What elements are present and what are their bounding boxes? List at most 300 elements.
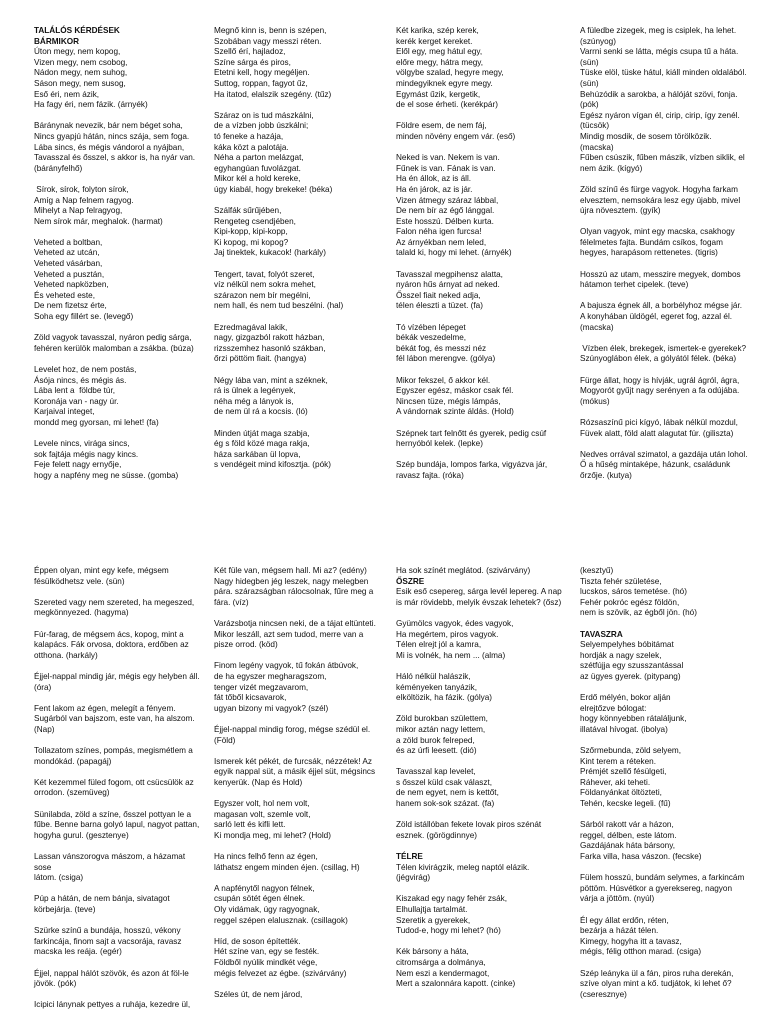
riddle-line: lucskos, sáros temetése. (hó) xyxy=(580,587,687,597)
riddle-line: fél lábon merengve. (gólya) xyxy=(396,354,496,364)
riddle-line: Egyszer egész, máskor csak fél. xyxy=(396,386,514,396)
riddle-line: Nedves orrával szimatol, a gazdája után lohol. xyxy=(580,449,748,459)
riddle-line: körbejárja. (teve) xyxy=(34,905,96,914)
riddle-line: de el sose érheti. (kerékpár) xyxy=(396,100,498,110)
riddle-line: Sugárból van bajszom, este van, ha alszom. xyxy=(34,714,195,724)
riddle-line: Gyümölcs vagyok, édes vagyok, xyxy=(396,618,514,628)
riddle-line: Eső éri, nem ázik, xyxy=(34,89,100,99)
riddle-line: Este hosszú. Délben kurta. xyxy=(396,216,494,226)
riddle-line: hanem sok-sok százat. (fa) xyxy=(396,799,495,809)
riddle-line: Ha nincs felhő fenn az égen, xyxy=(214,852,318,862)
riddle-line: s ősszel küld csak választ, xyxy=(396,777,493,787)
section-heading: TAVASZRA xyxy=(580,629,623,639)
riddle-line: Falon néha igen furcsa! xyxy=(396,227,482,237)
riddle-line: Tiszta fehér születése, xyxy=(580,576,662,586)
riddle-line: tó feneke a hazája, xyxy=(214,131,284,141)
text-column-4 xyxy=(580,26,758,482)
text-column-2 xyxy=(214,566,386,1000)
riddle-line: Vizen megy, nem csobog, xyxy=(34,57,128,67)
riddle-line: magasan volt, szemle volt, xyxy=(214,809,311,819)
riddle-line: ég s föld közé maga rakja, xyxy=(214,439,310,449)
riddle-line: Nádon megy, nem suhog, xyxy=(34,68,128,78)
riddle-line: szárazon nem bír megélni, xyxy=(214,290,311,300)
riddle-line: Lassan vánszorogva mászom, a házamat sose xyxy=(34,852,188,872)
riddle-block xyxy=(214,884,386,926)
riddle-line: Sárból rakott vár a házon, xyxy=(580,820,674,830)
riddle-block xyxy=(396,820,572,841)
riddle-line: Icipici lánynak pettyes a ruhája, kezedre ül, xyxy=(34,1000,191,1010)
riddle-block xyxy=(214,323,386,365)
riddle-line: (cseresznye) xyxy=(580,989,627,999)
riddle-line: A napfénytől nagyon félnek, xyxy=(214,883,315,893)
riddle-line: Finom legény vagyok, tű fokán átbúvok, xyxy=(214,661,359,671)
riddle-line: jövök. (pók) xyxy=(34,979,77,989)
riddle-line: Ki kopog, mi kopog? xyxy=(214,237,289,247)
riddle-line: Tehén, kecske legeli. (fű) xyxy=(580,799,671,809)
riddle-line: tenger vizét megzavarom, xyxy=(214,682,309,692)
riddle-line: Füvek alatt, föld alatt alagutat fúr. (giliszta) xyxy=(580,428,734,438)
riddle-line: Olyan vagyok, mint egy macska, csakhogy xyxy=(580,227,735,237)
riddle-line: Ha itatod, elalszik szegény. (tűz) xyxy=(214,89,332,99)
riddle-line: sarló lett és kifli lett. xyxy=(214,820,286,830)
riddle-line: Suttog, roppan, fagyot űz, xyxy=(214,78,308,88)
riddle-line: fát tőből kicsavarok, xyxy=(214,693,287,703)
riddle-line: hernyóból kelek. (lepke) xyxy=(396,439,483,449)
riddle-line: Éjjel, nappal hálót szövök, és azon át föl-le xyxy=(34,968,189,978)
riddle-line: Télen elrejt jól a kamra, xyxy=(396,640,482,650)
riddle-block xyxy=(214,852,386,873)
riddle-line: Mikor fekszel, ő akkor kél. xyxy=(396,375,491,385)
riddle-block xyxy=(396,323,572,365)
riddle-line: Amíg a Nap felnem ragyog. xyxy=(34,195,134,205)
section-heading: BÁRMIKOR xyxy=(34,36,80,46)
riddle-line: Ha sok színét meglátod. (szivárvány) xyxy=(396,566,531,575)
riddle-block xyxy=(396,121,572,142)
riddle-line: Szúnyoglábon élek, a gólyától félek. (béka) xyxy=(580,354,737,364)
riddle-line: őrzi pöttöm fiait. (hangya) xyxy=(214,354,307,364)
riddle-line: Selyempelyhes bóbitámat xyxy=(580,640,674,650)
riddle-line: nagy, gizgazból rakott házban, xyxy=(214,333,325,343)
riddle-line: Ha én járok, az is jár. xyxy=(396,184,473,194)
riddle-line: Földből nyúlik mindkét vége, xyxy=(214,957,318,967)
riddle-line: víz nélkül nem sokra mehet, xyxy=(214,280,316,290)
riddle-line: békát fog, és messzi néz xyxy=(396,343,487,353)
riddle-line: (mókus) xyxy=(580,396,610,406)
riddle-line: De nem bír az égő lánggal. xyxy=(396,206,495,216)
riddle-block xyxy=(34,365,204,429)
riddle-line: Kék bársony a háta, xyxy=(396,947,469,957)
text-column-2 xyxy=(214,26,386,471)
riddle-block xyxy=(34,926,204,958)
riddle-line: Két füle van, mégsem hall. Mi az? (edény) xyxy=(214,566,367,575)
riddle-line: békák veszedelme, xyxy=(396,333,467,343)
riddle-block xyxy=(34,238,204,323)
riddle-block xyxy=(580,746,758,810)
riddle-line: A vándornak szinte áldás. (Hold) xyxy=(396,407,514,417)
riddle-line: de nem ül rá a kocsis. (ló) xyxy=(214,407,308,417)
text-column-3 xyxy=(396,566,572,990)
riddle-block xyxy=(34,121,204,174)
riddle-line: Lába sincs, és mégis vándorol a nyájban, xyxy=(34,142,185,152)
riddle-line: az ügyes gyerek. (pitypang) xyxy=(580,671,681,681)
riddle-line: Tó vízében lépeget xyxy=(396,322,466,332)
riddle-block xyxy=(396,26,572,111)
riddle-block xyxy=(214,566,386,608)
riddle-line: citromsárga a dolmánya, xyxy=(396,957,486,967)
riddle-line: Karjaival integet, xyxy=(34,407,95,417)
riddle-line: mindegyiknek egyre megy. xyxy=(396,78,493,88)
riddle-line: Fűnek is van. Fának is van. xyxy=(396,163,496,173)
riddle-line: (jégvirág) xyxy=(396,873,431,883)
riddle-line: Rengeteg csendjében, xyxy=(214,216,296,226)
riddle-line: (sün) xyxy=(580,78,599,88)
riddle-line: és az úrfi leesett. (dió) xyxy=(396,746,477,756)
riddle-line: Fehér pokróc egész földön, xyxy=(580,597,680,607)
riddle-line: Zöld burokban születtem, xyxy=(396,714,488,724)
riddle-line: Farka villa, hasa vászon. (fecske) xyxy=(580,852,702,862)
riddle-line: orrodon. (szemüveg) xyxy=(34,788,110,798)
riddle-line: kéményeken tanyázik, xyxy=(396,682,478,692)
riddle-line: Oly vidámak, úgy ragyognak, xyxy=(214,905,320,914)
riddle-block xyxy=(214,429,386,471)
riddle-line: Esik eső csepereg, sárga levél lepereg. A nap xyxy=(396,587,562,597)
riddle-line: de nem egyet, nem is kettőt, xyxy=(396,788,499,798)
riddle-line: pisze orrod. (köd) xyxy=(214,640,278,650)
riddle-line: hogy könnyebben rátaláljunk, xyxy=(580,714,687,724)
riddle-line: Széles út, de nem járod, xyxy=(214,989,303,999)
riddle-line: fára. (víz) xyxy=(214,597,249,607)
riddle-block xyxy=(580,820,758,862)
riddle-block xyxy=(580,270,758,291)
riddle-block xyxy=(580,26,758,174)
riddle-line: kerék kerget kereket. xyxy=(396,36,473,46)
riddle-line: kalapács. Fák orvosa, doktora, erdőben az xyxy=(34,640,189,650)
riddle-line: egyhangúan fuvolázgat. xyxy=(214,163,301,173)
riddle-line: A bajusza égnek áll, a borbélyhoz mégse jár. xyxy=(580,301,743,311)
riddle-line: háza sarkában ül lopva, xyxy=(214,449,301,459)
riddle-line: Kiszakad egy nagy fehér zsák, xyxy=(396,894,508,904)
section-heading: ŐSZRE xyxy=(396,576,425,586)
riddle-block xyxy=(580,630,758,683)
riddle-line: de ha egyszer megharagszom, xyxy=(214,671,327,681)
riddle-line: mégis felvezet az égbe. (szivárvány) xyxy=(214,968,347,978)
riddle-line: pöttöm. Húsvétkor a gyereksereg, nagyon xyxy=(580,883,733,893)
riddle-line: kenyerük. (Nap és Hold) xyxy=(214,777,303,787)
riddle-line: Az árnyékban nem leled, xyxy=(396,237,487,247)
riddle-line: Mi is volnék, ha nem ... (alma) xyxy=(396,650,506,660)
riddle-block xyxy=(214,757,386,789)
riddle-line: fehéren kerülök malomban a zsákba. (búza) xyxy=(34,343,194,353)
riddle-line: Kint terem a réteken. xyxy=(580,756,656,766)
riddle-block xyxy=(396,429,572,450)
riddle-line: Veheted a pusztán, xyxy=(34,269,105,279)
riddle-block xyxy=(34,26,204,111)
riddle-line: Szeretik a gyerekek, xyxy=(396,915,471,925)
riddle-block xyxy=(34,185,204,227)
riddle-line: ravasz fajta. (róka) xyxy=(396,470,464,480)
riddle-line: Szereted vagy nem szereted, ha megeszed, xyxy=(34,597,195,607)
riddle-line: nem ázik. (kígyó) xyxy=(580,163,643,173)
riddle-line: hordják a nagy szelek, xyxy=(580,650,662,660)
riddle-block xyxy=(34,630,204,662)
riddle-line: Néha a parton melázgat, xyxy=(214,153,304,163)
text-column-1 xyxy=(34,566,204,1011)
riddle-block xyxy=(580,693,758,735)
riddle-line: elrejtőzve bólogat: xyxy=(580,703,647,713)
riddle-line: Zöld színű és fürge vagyok. Hogyha farkam xyxy=(580,184,738,194)
riddle-line: Szellő érí, hajladoz, xyxy=(214,47,286,57)
riddle-line: pára. szárazságban rálocsolnak, fűre meg a xyxy=(214,587,374,597)
riddle-line: Földre esem, de nem fáj, xyxy=(396,121,487,131)
riddle-line: Szépnek tart felnőtt és gyerek, pedig csúf xyxy=(396,428,547,438)
riddle-line: hogy a napfény meg ne süsse. (gomba) xyxy=(34,470,179,480)
riddle-line: Vizen átmegy száraz lábbal, xyxy=(396,195,499,205)
riddle-block xyxy=(214,799,386,841)
riddle-line: (kesztyű) xyxy=(580,566,614,575)
section-heading: TÉLRE xyxy=(396,852,423,862)
riddle-line: (sün) xyxy=(580,57,599,67)
riddle-block xyxy=(580,873,758,905)
riddle-block xyxy=(580,301,758,333)
riddle-line: (macska) xyxy=(580,142,614,152)
riddle-line: Egész nyáron vígan él, cirip, cirip, így zenél. xyxy=(580,110,740,120)
riddle-block xyxy=(580,566,758,619)
riddle-line: Úton megy, nem kopog, xyxy=(34,47,121,57)
riddle-line: Él egy állat erdőn, réten, xyxy=(580,915,669,925)
riddle-line: Mikor kél a hold kereke, xyxy=(214,174,301,184)
riddle-line: Háló nélkül halászik, xyxy=(396,671,471,681)
riddle-line: télen éleszti a tüzet. (fa) xyxy=(396,301,483,311)
riddle-line: Ha fagy éri, nem fázik. (árnyék) xyxy=(34,100,148,110)
riddle-line: És veheted este, xyxy=(34,290,95,300)
riddle-line: rizsszemhez hasonló szákban, xyxy=(214,343,326,353)
riddle-line: Éjjel-nappal mindig forog, mégse szédül el. xyxy=(214,724,371,734)
riddle-block xyxy=(580,969,758,1001)
riddle-line: Prémjét szellő fésülgeti, xyxy=(580,767,667,777)
riddle-line: (Föld) xyxy=(214,735,236,745)
riddle-line: Kimegy, hogyha itt a tavasz, xyxy=(580,936,682,946)
riddle-block xyxy=(580,418,758,439)
riddle-line: mondd meg gyorsan, mi lehet! (fa) xyxy=(34,417,159,427)
riddle-line: Szobában vagy messzi réten. xyxy=(214,36,322,46)
riddle-line: Fent lakom az égen, melegít a fényem. xyxy=(34,703,176,713)
riddle-line: talald ki, hogy mi lehet. (árnyék) xyxy=(396,248,512,258)
riddle-line: Tavasszal kap levelet, xyxy=(396,767,476,777)
riddle-line: Tavasszal megpihensz alatta, xyxy=(396,269,503,279)
riddle-line: Jaj tinektek, kukacok! (harkály) xyxy=(214,248,326,258)
riddle-block xyxy=(34,566,204,587)
riddle-block xyxy=(214,206,386,259)
riddle-line: Lába lent a földbe túr, xyxy=(34,386,116,396)
riddle-block xyxy=(396,894,572,936)
riddle-line: (bárányfelhő) xyxy=(34,163,83,173)
riddle-block xyxy=(34,333,204,354)
riddle-line: Fűben csúszik, fűben mászik, vízben siklik, el xyxy=(580,153,745,163)
riddle-line: előre megy, hátra megy, xyxy=(396,57,484,67)
riddle-line: bezárja a házát télen. xyxy=(580,926,659,936)
riddle-line: Etetni kell, hogy megéljen. xyxy=(214,68,310,78)
riddle-line: Ha én állok, az is áll. xyxy=(396,174,472,184)
riddle-line: Varázsbotja nincsen neki, de a tájat eltünteti. xyxy=(214,618,376,628)
riddle-block xyxy=(396,672,572,704)
riddle-line: őrzője. (kutya) xyxy=(580,470,632,480)
riddle-line: otthona. (harkály) xyxy=(34,650,98,660)
riddle-line: hogyha gurul. (gesztenye) xyxy=(34,830,129,840)
riddle-line: illatával hívogat. (ibolya) xyxy=(580,724,668,734)
riddle-line: Szőrmebunda, zöld selyem, xyxy=(580,746,682,756)
riddle-line: Nagy hidegben jég leszek, nagy melegben xyxy=(214,576,369,586)
riddle-line: Száraz on is tud mászkálni, xyxy=(214,110,314,120)
riddle-line: félelmetes fajta. Bundám csíkos, fogam xyxy=(580,237,723,247)
riddle-line: (Nap) xyxy=(34,724,55,734)
riddle-line: várja a jöttöm. (nyúl) xyxy=(580,894,655,904)
riddle-line: Ősszel fiait neked adja, xyxy=(396,290,481,300)
riddle-line: Rózsaszínű pici kígyó, lábak nélkül mozdul, xyxy=(580,417,738,427)
riddle-block xyxy=(214,619,386,651)
riddle-line: Szép leányka ül a fán, piros ruha derekán, xyxy=(580,968,734,978)
riddle-line: Hosszú az utam, messzire megyek, dombos xyxy=(580,269,741,279)
riddle-line: Tüske elöl, tüske hátul, kiáll minden oldalából. xyxy=(580,68,747,78)
riddle-line: Ezredmagával lakik, xyxy=(214,322,288,332)
riddle-block xyxy=(580,916,758,958)
riddle-line: Fúr-farag, de mégsem ács, kopog, mint a xyxy=(34,629,184,639)
riddle-line: mégis, félig otthon marad. (csiga) xyxy=(580,947,702,957)
riddle-line: elköltözik, ha fázik. (gólya) xyxy=(396,693,493,703)
riddle-line: (macska) xyxy=(580,322,614,332)
riddle-block xyxy=(580,450,758,482)
riddle-line: Megnő kinn is, benn is szépen, xyxy=(214,26,327,35)
riddle-line: Minden útját maga szabja, xyxy=(214,428,310,438)
riddle-line: Kipi-kopp, kipi-kopp, xyxy=(214,227,288,237)
riddle-block xyxy=(214,990,386,1001)
riddle-line: néha még a lányok is, xyxy=(214,396,294,406)
riddle-line: De nem fizetsz érte, xyxy=(34,301,107,311)
riddle-line: reggel szépen elalusznak. (csillagok) xyxy=(214,915,348,925)
riddle-block xyxy=(396,566,572,608)
riddle-line: (pók) xyxy=(580,100,599,110)
riddle-block xyxy=(396,852,572,884)
riddle-line: minden növény engem vár. (eső) xyxy=(396,131,516,141)
riddle-line: Télen kivirágzik, meleg naptól elázik. xyxy=(396,862,530,872)
riddle-line: (tücsök) xyxy=(580,121,610,131)
riddle-line: Mogyorót gyűjt nagy serényen a fa odújába. xyxy=(580,386,740,396)
riddle-line: Elől egy, meg hátul egy, xyxy=(396,47,483,57)
riddle-block xyxy=(34,598,204,619)
riddle-line: mondókád. (papagáj) xyxy=(34,756,112,766)
riddle-line: láthatsz engem minden éjen. (csillag, H) xyxy=(214,862,360,872)
riddle-block xyxy=(214,111,386,196)
riddle-line: Nincsen tüze, mégis lámpás, xyxy=(396,396,501,406)
riddle-line: Veheted a boltban, xyxy=(34,237,103,247)
riddle-line: Feje felett nagy ernyője, xyxy=(34,460,122,470)
riddle-line: Sírok, sírok, folyton sírok, xyxy=(34,184,129,194)
riddle-line: Ő a hűség mintaképe, házunk, családunk xyxy=(580,460,731,470)
riddle-line: Hét színe van, egy se festék. xyxy=(214,947,320,957)
riddle-block xyxy=(214,937,386,979)
riddle-block xyxy=(34,704,204,736)
riddle-line: újra növesztem. (gyík) xyxy=(580,206,661,216)
riddle-line: Behúzódik a sarokba, a hálóját szövi, fonja. xyxy=(580,89,738,99)
riddle-line: A konyhában üldögél, egeret fog, azzal él. xyxy=(580,312,733,322)
riddle-line: Fürge állat, hogy is hívják, ugrál ágról, ágra, xyxy=(580,375,740,385)
text-column-4 xyxy=(580,566,758,1000)
riddle-line: Nincs gyapjú hátán, nincs szája, sem foga. xyxy=(34,131,190,141)
riddle-line: nyáron hűs árnyat ad neked. xyxy=(396,280,500,290)
riddle-line: Koronája van - nagy úr. xyxy=(34,396,119,406)
riddle-line: nem hall, és nem tud beszélni. (hal) xyxy=(214,301,344,311)
riddle-block xyxy=(214,26,386,100)
riddle-line: Tavasszal és ősszel, s akkor is, ha nyár van. xyxy=(34,153,196,163)
riddle-line: szíve olyan mint a kő. tudjátok, ki lehet ő? xyxy=(580,979,732,989)
riddle-line: Tengert, tavat, folyót szeret, xyxy=(214,269,315,279)
riddle-block xyxy=(580,376,758,408)
riddle-line: macska les reája. (egér) xyxy=(34,947,122,957)
riddle-line: egyik nappal süt, a másik éjjel süt, mégsincs xyxy=(214,767,376,777)
riddle-line: völgybe szalad, hegyre megy, xyxy=(396,68,504,78)
riddle-line: hegyes, harapásom rettenetes. (tigris) xyxy=(580,248,718,258)
riddle-block xyxy=(396,714,572,756)
riddle-line: fésülködhetsz vele. (sün) xyxy=(34,576,125,586)
riddle-line: Soha egy fillért se. (levegő) xyxy=(34,312,134,322)
riddle-block xyxy=(396,947,572,989)
riddle-block xyxy=(214,661,386,714)
riddle-line: s vendégeit mind kifosztja. (pók) xyxy=(214,460,331,470)
riddle-line: (óra) xyxy=(34,682,52,692)
riddle-block xyxy=(396,376,572,418)
riddle-line: rá is ülnek a legények, xyxy=(214,386,296,396)
riddle-line: Veheted az utcán, xyxy=(34,248,100,258)
riddle-line: Levele nincs, virága sincs, xyxy=(34,439,130,449)
riddle-line: látom. (csiga) xyxy=(34,873,84,883)
riddle-line: Színe sárga és piros, xyxy=(214,57,291,67)
riddle-block xyxy=(396,270,572,312)
riddle-line: megkönnyezed. (hagyma) xyxy=(34,608,129,618)
riddle-line: Sünilabda, zöld a színe, ősszel pottyan le a xyxy=(34,809,192,819)
riddle-line: Veheted napközben, xyxy=(34,280,109,290)
riddle-line: de a vízben jobb úszkálni; xyxy=(214,121,309,131)
riddle-line: Földanyánkat öltözteti, xyxy=(580,788,662,798)
riddle-line: Mihelyt a Nap felragyog, xyxy=(34,206,123,216)
riddle-line: Szürke színű a bundája, hosszú, vékony xyxy=(34,926,181,936)
riddle-line: Ismerek két pékét, de furcsák, nézzétek! Az xyxy=(214,756,372,766)
riddle-line: (szúnyog) xyxy=(580,36,616,46)
riddle-line: Púp a hátán, de nem bánja, sivatagot xyxy=(34,894,170,904)
riddle-block xyxy=(34,439,204,481)
riddle-block xyxy=(34,746,204,767)
riddle-block xyxy=(396,767,572,809)
riddle-block xyxy=(396,460,572,481)
riddle-block xyxy=(580,227,758,259)
riddle-block xyxy=(34,852,204,884)
riddle-line: nem is szövik, az égből jön. (hó) xyxy=(580,608,697,618)
riddle-line: farkincája, finom sajt a vacsorája, ravasz xyxy=(34,936,182,946)
riddle-line: Egyszer volt, hol nem volt, xyxy=(214,799,310,809)
riddle-line: Tudod-e, hogy mi lehet? (hó) xyxy=(396,926,501,936)
riddle-line: Ha megértem, piros vagyok. xyxy=(396,629,499,639)
riddle-line: Ásója nincs, és mégis ás. xyxy=(34,375,127,385)
riddle-line: Nem eszi a kendermagot, xyxy=(396,968,490,978)
riddle-line: Híd, de soson építették. xyxy=(214,936,301,946)
riddle-line: esznek. (görögdinnye) xyxy=(396,830,478,840)
riddle-line: Elhullajtja tartalmát. xyxy=(396,905,468,914)
riddle-line: Veheted vásárban, xyxy=(34,259,103,269)
riddle-line: Tollazatom színes, pompás, megismétlem a xyxy=(34,746,193,756)
riddle-line: úgy kiabál, hogy brekeke! (béka) xyxy=(214,184,333,194)
riddle-line: Mindig mosdik, de sosem törölközik. xyxy=(580,131,712,141)
riddle-block xyxy=(34,778,204,799)
riddle-block xyxy=(580,185,758,217)
riddle-line: fűbe. Benne barna golyó lapul, nagyot pattan, xyxy=(34,820,200,830)
